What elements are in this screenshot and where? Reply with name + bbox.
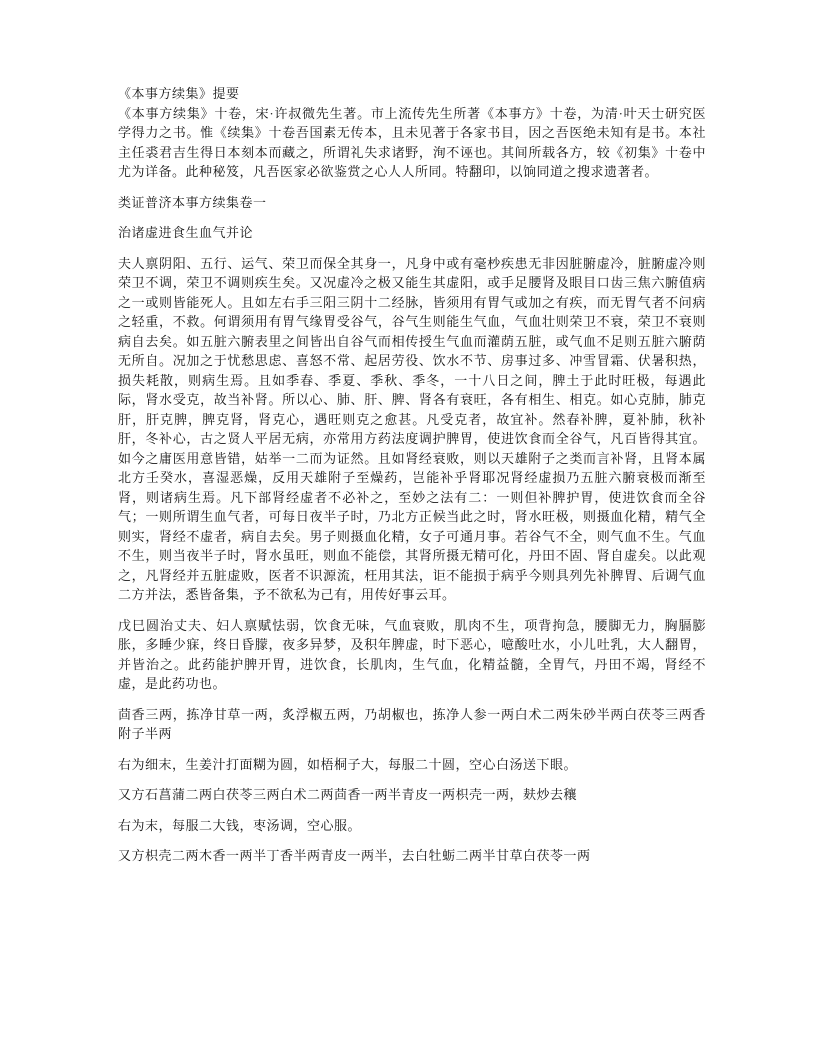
recipe-1: 茴香三两，拣净甘草一两，炙浮椒五两，乃胡椒也，拣净人参一两白术二两朱砂半两白茯苓三两香附子半两 — [118, 706, 706, 741]
preface-body: 《本事方续集》十卷，宋·许叔微先生著。市上流传先生所著《本事方》十卷，为清·叶天士研究医学得力之书。惟《续集》十卷吾国素无传本，且未见著于各家书目，因之吾医绝未知有是书。本社主任裘君吉生得日本刻本而藏之，所谓礼失求诸野，洵不诬也。其间所载各方，较《初集》十卷中尤为详备。此种秘笈，凡吾医家必欲鉴赏之心人人所同。特翻印，以饷同道之搜求遗著者。 — [118, 105, 706, 179]
essay-paragraph: 夫人禀阴阳、五行、运气、荣卫而保全其身一，凡身中或有毫杪疾患无非因脏腑虚冷，脏腑虚冷则荣卫不调，荣卫不调则疾生矣。又况虚冷之极又能生其虚阳，或手足腰肾及眼目口齿三焦六腑值病之一或则皆能死人。且如左右手三阳三阴十二经脉，皆须用有胃气或加之有疾，而无胃气者不问病之轻重，不救。何谓须用有胃气缘胃受谷气，谷气生则能生气血，气血壮则荣卫不衰，荣卫不衰则病自去矣。如五脏六腑表里之间皆出自谷气而相传授生气血而灌荫五脏，或气血不足则五脏六腑荫无所自。况加之于忧愁思虑、喜怒不常、起居劳役、饮水不节、房事过多、冲雪冒霜、伏暑积热，损失耗散，则病生焉。且如季春、季夏、季秋、季冬，一十八日之间，脾土于此时旺极，每遇此际，肾水受克，故当补肾。所以心、肺、肝、脾、肾各有衰旺，各有相生、相克。如心克肺，肺克肝，肝克脾，脾克肾，肾克心，遇旺则克之愈甚。凡受克者，故宜补。然春补脾，夏补肺，秋补肝，冬补心，古之贤人平居无病，亦常用方药法度调护脾胃，使进饮食而全谷气，凡百皆得其宜。如今之庸医用意皆错，姑举一二而为证然。且如肾经衰败，则以天雄附子之类而言补肾，且肾本属北方壬癸水，喜湿恶燥，反用天雄附子至燥药，岂能补乎肾耶况肾经虚损乃五脏六腑衰极而渐至肾，则诸病生焉。凡下部肾经虚者不必补之，至妙之法有二：一则但补脾护胃，使进饮食而全谷气；一则所谓生血气者，可每日夜半子时，乃北方正候当此之时，肾水旺极，则摄血化精，精气全则实，肾经不虚者，病自去矣。男子则摄血化精，女子可通月事。若谷气不全，则气血不生。气血不生，则当夜半子时，肾水虽旺，则血不能偿，其肾所摄无精可化，丹田不固、肾自虚矣。以此观之，凡肾经并五脏虚败，医者不识源流，枉用其法，讵不能损于病乎今则具列先补脾胃、后调气血二方并法，悉皆备集，予不欲私为己有，用传好事云耳。 — [118, 255, 706, 602]
document-page — [118, 84, 706, 877]
directions-2: 右为末，每服二大钱，枣汤调，空心服。 — [118, 817, 362, 833]
recipe-3: 又方枳壳二两木香一两半丁香半两青皮一两半，去白牡蛎二两半甘草白茯苓一两 — [118, 848, 591, 863]
recipe-2: 又方石菖蒲二两白茯苓三两白术二两茴香一两半青皮一两枳壳一两，麸炒去穰 — [118, 787, 578, 802]
section-title: 治诸虚进食生血气并论 — [118, 225, 254, 240]
directions-1: 右为细末，生姜汁打面糊为圆，如梧桐子大，每服二十圆，空心白汤送下眼。 — [118, 756, 578, 772]
wuji-pill-paragraph: 戊巳圆治丈夫、妇人禀赋怯弱，饮食无味，气血衰败，肌肉不生，项背拘急，腰脚无力，胸膈膨胀，多睡少寐，终日昏朦，夜多异梦，及积年脾虚，时下恶心，噫酸吐水，小儿吐乳，大人翻胃，并皆治之。此药能护脾开胃，进饮食，长肌肉，生气血，化精益髓，全胃气，丹田不竭，肾经不虚，是此药功也。 — [118, 617, 706, 691]
preface-title: 《本事方续集》提要 — [118, 86, 240, 101]
volume-title: 类证普济本事方续集卷一 — [118, 194, 267, 210]
